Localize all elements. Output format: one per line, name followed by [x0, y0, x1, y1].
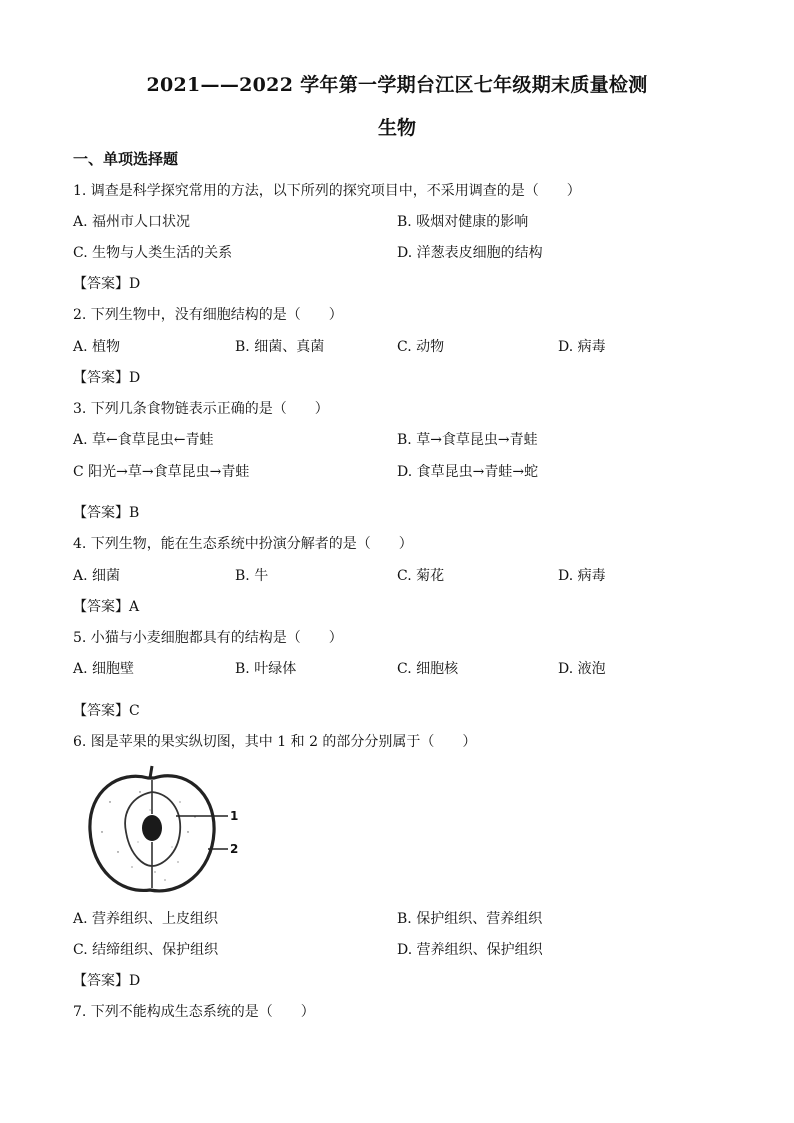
answer-value: B: [129, 505, 140, 521]
question-2-option-d: D. 病毒: [558, 339, 606, 355]
question-1-answer: [73, 275, 140, 293]
question-5-option-d: D. 液泡: [558, 661, 606, 677]
answer-value: D: [129, 276, 141, 292]
answer-value: C: [129, 703, 140, 719]
answer-value: D: [129, 370, 141, 386]
question-1-option-a: A. 福州市人口状况: [73, 214, 191, 230]
question-1-option-c: C. 生物与人类生活的关系: [73, 245, 233, 261]
apple-stem: [150, 766, 152, 778]
answer-tag: 【答案】: [73, 505, 129, 521]
answer-tag: 【答案】: [73, 599, 129, 615]
exam-title: 2021——2022 学年第一学期台江区七年级期末质量检测: [146, 74, 648, 96]
figure-label-2: 2: [230, 842, 239, 856]
question-7-stem: 7. 下列不能构成生态系统的是（ ）: [73, 1004, 315, 1020]
question-6-answer: [73, 972, 140, 990]
question-2-option-b: B. 细菌、真菌: [235, 339, 325, 355]
apple-seed: [142, 815, 162, 841]
question-4-stem: 4. 下列生物，能在生态系统中扮演分解者的是（ ）: [73, 536, 413, 552]
question-2-option-a: A. 植物: [73, 339, 121, 355]
question-2-answer: [73, 369, 140, 387]
question-2-option-c: C. 动物: [397, 339, 445, 355]
answer-value: D: [129, 973, 141, 989]
answer-tag: 【答案】: [73, 370, 129, 386]
exam-subject: 生物: [377, 117, 416, 139]
question-6-option-a: A. 营养组织、上皮组织: [73, 911, 219, 927]
question-3-option-a: A. 草←食草昆虫←青蛙: [73, 432, 214, 448]
answer-tag: 【答案】: [73, 973, 129, 989]
section-heading: 一、单项选择题: [73, 150, 179, 168]
question-3-option-b: B. 草→食草昆虫→青蛙: [397, 432, 538, 448]
question-5-option-a: A. 细胞壁: [73, 661, 135, 677]
question-4-option-d: D. 病毒: [558, 568, 606, 584]
question-1-stem: 1. 调查是科学探究常用的方法，以下所列的探究项目中，不采用调查的是（ ）: [73, 183, 581, 199]
question-3-stem: 3. 下列几条食物链表示正确的是（ ）: [73, 401, 329, 417]
question-5-stem: 5. 小猫与小麦细胞都具有的结构是（ ）: [73, 630, 343, 646]
question-1-option-b: B. 吸烟对健康的影响: [397, 214, 529, 230]
question-6-option-d: D. 营养组织、保护组织: [397, 942, 543, 958]
question-6-option-c: C. 结缔组织、保护组织: [73, 942, 219, 958]
question-4-answer: [73, 598, 139, 616]
question-5-answer: [73, 702, 140, 720]
question-4-option-a: A. 细菌: [73, 568, 121, 584]
question-6-stem: 6. 图是苹果的果实纵切图，其中 1 和 2 的部分分别属于（ ）: [73, 734, 477, 750]
question-4-option-b: B. 牛: [235, 568, 269, 584]
answer-value: A: [129, 599, 140, 615]
question-6-option-b: B. 保护组织、营养组织: [397, 911, 543, 927]
question-3-option-d: D. 食草昆虫→青蛙→蛇: [397, 464, 539, 480]
question-3-option-c: C 阳光→草→食草昆虫→青蛙: [73, 464, 250, 480]
answer-tag: 【答案】: [73, 276, 129, 292]
apple-cross-section-figure: [80, 762, 250, 898]
question-2-stem: 2. 下列生物中，没有细胞结构的是（ ）: [73, 307, 343, 323]
question-3-answer: [73, 504, 139, 522]
answer-tag: 【答案】: [73, 703, 129, 719]
question-1-option-d: D. 洋葱表皮细胞的结构: [397, 245, 543, 261]
question-5-option-c: C. 细胞核: [397, 661, 459, 677]
figure-label-1: 1: [230, 809, 239, 823]
question-5-option-b: B. 叶绿体: [235, 661, 297, 677]
question-4-option-c: C. 菊花: [397, 568, 445, 584]
